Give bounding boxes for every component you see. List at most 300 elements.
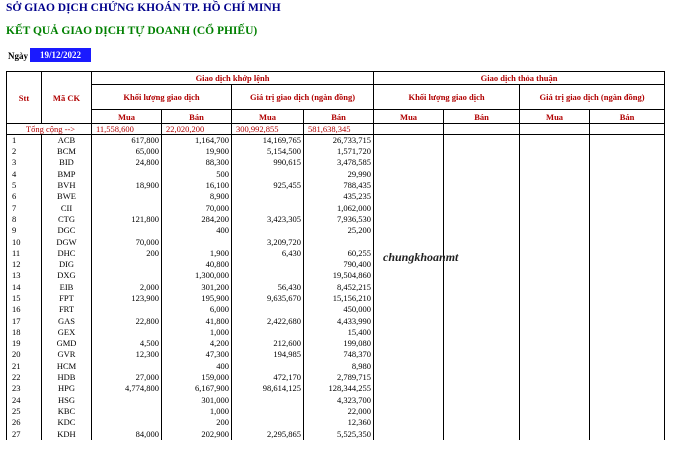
cell-code: HPG <box>42 383 92 394</box>
cell-negotiated <box>444 428 520 439</box>
trading-results-table <box>6 71 665 440</box>
cell-negotiated <box>374 315 444 326</box>
cell-code: GMD <box>42 338 92 349</box>
cell-negotiated <box>374 383 444 394</box>
cell-negotiated <box>590 315 665 326</box>
cell-volume-sell: 202,900 <box>162 428 232 439</box>
cell-volume-buy: 123,900 <box>92 293 162 304</box>
cell-negotiated <box>444 225 520 236</box>
cell-negotiated <box>444 315 520 326</box>
cell-value-buy <box>232 225 304 236</box>
cell-value-sell: 788,435 <box>304 180 374 191</box>
cell-negotiated <box>590 169 665 180</box>
table-row <box>7 293 665 304</box>
cell-code: GEX <box>42 327 92 338</box>
cell-negotiated <box>590 146 665 157</box>
cell-negotiated <box>374 338 444 349</box>
cell-code: BWE <box>42 191 92 202</box>
cell-value-sell: 15,400 <box>304 327 374 338</box>
cell-negotiated <box>520 349 590 360</box>
cell-volume-sell: 200 <box>162 417 232 428</box>
cell-value-buy <box>232 304 304 315</box>
cell-volume-sell: 40,800 <box>162 259 232 270</box>
cell-negotiated <box>374 282 444 293</box>
cell-negotiated <box>374 146 444 157</box>
cell-negotiated <box>520 428 590 439</box>
cell-value-sell: 25,200 <box>304 225 374 236</box>
cell-negotiated <box>590 259 665 270</box>
cell-negotiated <box>590 361 665 372</box>
cell-volume-buy: 70,000 <box>92 236 162 247</box>
cell-value-sell: 4,433,990 <box>304 315 374 326</box>
cell-volume-sell: 70,000 <box>162 202 232 213</box>
table-row <box>7 395 665 406</box>
cell-negotiated <box>520 293 590 304</box>
cell-stt: 17 <box>7 315 42 326</box>
cell-negotiated <box>590 236 665 247</box>
header-negotiated-volume: Khối lượng giao dịch <box>374 85 520 110</box>
cell-volume-sell: 400 <box>162 361 232 372</box>
cell-negotiated <box>444 146 520 157</box>
cell-volume-sell: 1,000 <box>162 327 232 338</box>
cell-negotiated <box>444 236 520 247</box>
cell-negotiated <box>520 282 590 293</box>
date-label: Ngày <box>8 51 28 61</box>
cell-negotiated <box>374 361 444 372</box>
cell-negotiated <box>520 169 590 180</box>
cell-value-sell: 450,000 <box>304 304 374 315</box>
cell-negotiated <box>520 270 590 281</box>
cell-value-buy <box>232 202 304 213</box>
cell-stt: 5 <box>7 180 42 191</box>
total-value-buy: 300,992,855 <box>232 124 304 135</box>
cell-stt: 9 <box>7 225 42 236</box>
cell-value-buy <box>232 327 304 338</box>
cell-negotiated <box>374 293 444 304</box>
cell-negotiated <box>520 383 590 394</box>
cell-stt: 1 <box>7 135 42 147</box>
header-buy: Mua <box>232 110 304 124</box>
cell-value-buy: 2,422,680 <box>232 315 304 326</box>
header-stt: Stt <box>7 72 42 124</box>
header-code: Mã CK <box>42 72 92 124</box>
cell-stt: 22 <box>7 372 42 383</box>
cell-volume-buy <box>92 169 162 180</box>
cell-volume-sell: 88,300 <box>162 157 232 168</box>
cell-volume-buy <box>92 395 162 406</box>
header-sell: Bán <box>444 110 520 124</box>
cell-stt: 19 <box>7 338 42 349</box>
cell-negotiated <box>374 406 444 417</box>
cell-negotiated <box>374 349 444 360</box>
cell-value-sell <box>304 236 374 247</box>
cell-volume-sell: 6,167,900 <box>162 383 232 394</box>
cell-volume-sell: 284,200 <box>162 214 232 225</box>
cell-stt: 11 <box>7 248 42 259</box>
header-matched-value: Giá trị giao dịch (ngàn đồng) <box>232 85 374 110</box>
cell-negotiated <box>590 304 665 315</box>
cell-stt: 18 <box>7 327 42 338</box>
header-negotiated-value: Giá trị giao dịch (ngàn đồng) <box>520 85 665 110</box>
cell-volume-buy <box>92 361 162 372</box>
cell-negotiated <box>444 327 520 338</box>
cell-code: HCM <box>42 361 92 372</box>
table-row <box>7 146 665 157</box>
cell-value-sell: 19,504,860 <box>304 270 374 281</box>
cell-negotiated <box>520 146 590 157</box>
cell-negotiated <box>374 327 444 338</box>
cell-stt: 13 <box>7 270 42 281</box>
table-row <box>7 349 665 360</box>
cell-stt: 3 <box>7 157 42 168</box>
cell-value-sell: 128,344,255 <box>304 383 374 394</box>
cell-stt: 15 <box>7 293 42 304</box>
cell-value-sell: 1,062,000 <box>304 202 374 213</box>
table-row <box>7 428 665 439</box>
cell-volume-buy: 4,500 <box>92 338 162 349</box>
cell-code: ACB <box>42 135 92 147</box>
cell-volume-buy: 200 <box>92 248 162 259</box>
cell-volume-buy: 27,000 <box>92 372 162 383</box>
cell-negotiated <box>444 383 520 394</box>
header-buy: Mua <box>374 110 444 124</box>
table-row <box>7 236 665 247</box>
cell-code: DXG <box>42 270 92 281</box>
watermark-text: chungkhoanmt <box>383 250 459 264</box>
cell-volume-buy <box>92 270 162 281</box>
cell-value-sell: 29,990 <box>304 169 374 180</box>
cell-negotiated <box>374 428 444 439</box>
cell-value-buy <box>232 417 304 428</box>
cell-volume-sell: 301,200 <box>162 282 232 293</box>
cell-volume-sell: 1,300,000 <box>162 270 232 281</box>
cell-value-buy: 98,614,125 <box>232 383 304 394</box>
cell-volume-sell: 1,900 <box>162 248 232 259</box>
header-sell: Bán <box>590 110 665 124</box>
cell-value-sell: 60,255 <box>304 248 374 259</box>
table-row <box>7 361 665 372</box>
cell-code: CTG <box>42 214 92 225</box>
table-row <box>7 383 665 394</box>
cell-value-buy: 3,423,305 <box>232 214 304 225</box>
cell-negotiated <box>520 338 590 349</box>
cell-code: KDC <box>42 417 92 428</box>
cell-negotiated <box>520 327 590 338</box>
cell-volume-buy <box>92 191 162 202</box>
cell-negotiated <box>374 417 444 428</box>
cell-negotiated <box>590 395 665 406</box>
cell-negotiated <box>374 180 444 191</box>
cell-value-sell: 3,478,585 <box>304 157 374 168</box>
cell-value-buy: 212,600 <box>232 338 304 349</box>
cell-volume-sell <box>162 236 232 247</box>
table-row <box>7 372 665 383</box>
total-label: Tổng cộng --> <box>7 124 92 135</box>
cell-negotiated <box>520 406 590 417</box>
cell-negotiated <box>444 372 520 383</box>
header-buy: Mua <box>520 110 590 124</box>
cell-stt: 12 <box>7 259 42 270</box>
cell-value-buy: 5,154,500 <box>232 146 304 157</box>
cell-value-sell: 26,733,715 <box>304 135 374 147</box>
cell-negotiated <box>444 191 520 202</box>
cell-stt: 14 <box>7 282 42 293</box>
cell-negotiated <box>374 157 444 168</box>
cell-volume-buy <box>92 417 162 428</box>
cell-value-sell: 8,452,215 <box>304 282 374 293</box>
report-subtitle: KẾT QUẢ GIAO DỊCH TỰ DOANH (CỔ PHIẾU) <box>6 25 258 37</box>
page-title: SỞ GIAO DỊCH CHỨNG KHOÁN TP. HỒ CHÍ MINH <box>6 2 281 14</box>
cell-value-sell: 1,571,720 <box>304 146 374 157</box>
cell-value-buy <box>232 361 304 372</box>
cell-stt: 24 <box>7 395 42 406</box>
cell-code: HSG <box>42 395 92 406</box>
cell-stt: 27 <box>7 428 42 439</box>
cell-negotiated <box>444 202 520 213</box>
cell-negotiated <box>444 293 520 304</box>
cell-volume-buy: 121,800 <box>92 214 162 225</box>
cell-negotiated <box>444 406 520 417</box>
cell-value-sell: 199,080 <box>304 338 374 349</box>
cell-negotiated <box>374 214 444 225</box>
table-row <box>7 406 665 417</box>
cell-value-buy: 472,170 <box>232 372 304 383</box>
cell-negotiated <box>520 135 590 147</box>
cell-volume-buy <box>92 202 162 213</box>
cell-volume-buy <box>92 259 162 270</box>
table-row <box>7 248 665 259</box>
cell-negotiated <box>444 270 520 281</box>
table-row <box>7 157 665 168</box>
cell-negotiated <box>520 417 590 428</box>
cell-code: HDB <box>42 372 92 383</box>
cell-stt: 2 <box>7 146 42 157</box>
table-row <box>7 417 665 428</box>
cell-volume-sell: 16,100 <box>162 180 232 191</box>
cell-negotiated <box>444 135 520 147</box>
cell-value-buy: 925,455 <box>232 180 304 191</box>
table-row <box>7 214 665 225</box>
cell-negotiated <box>374 270 444 281</box>
table-row <box>7 169 665 180</box>
cell-negotiated <box>374 304 444 315</box>
cell-volume-sell: 41,800 <box>162 315 232 326</box>
cell-negotiated <box>590 157 665 168</box>
cell-negotiated <box>590 202 665 213</box>
cell-negotiated <box>590 428 665 439</box>
cell-negotiated <box>374 236 444 247</box>
cell-code: KDH <box>42 428 92 439</box>
header-buy: Mua <box>92 110 162 124</box>
cell-stt: 4 <box>7 169 42 180</box>
cell-code: GAS <box>42 315 92 326</box>
cell-negotiated <box>444 157 520 168</box>
cell-volume-buy <box>92 304 162 315</box>
cell-code: BCM <box>42 146 92 157</box>
cell-negotiated <box>590 293 665 304</box>
table-row <box>7 191 665 202</box>
cell-volume-buy <box>92 327 162 338</box>
table-row <box>7 180 665 191</box>
header-sell: Bán <box>162 110 232 124</box>
cell-volume-buy: 4,774,800 <box>92 383 162 394</box>
cell-negotiated <box>590 282 665 293</box>
cell-volume-sell: 1,000 <box>162 406 232 417</box>
cell-volume-buy: 18,900 <box>92 180 162 191</box>
cell-code: CII <box>42 202 92 213</box>
cell-negotiated <box>444 214 520 225</box>
cell-value-sell: 22,000 <box>304 406 374 417</box>
cell-volume-buy: 2,000 <box>92 282 162 293</box>
cell-code: GVR <box>42 349 92 360</box>
cell-value-buy <box>232 406 304 417</box>
cell-stt: 26 <box>7 417 42 428</box>
cell-stt: 8 <box>7 214 42 225</box>
cell-negotiated <box>444 417 520 428</box>
cell-negotiated <box>590 270 665 281</box>
cell-negotiated <box>590 417 665 428</box>
cell-volume-sell: 6,000 <box>162 304 232 315</box>
cell-value-buy: 194,985 <box>232 349 304 360</box>
cell-volume-sell: 47,300 <box>162 349 232 360</box>
cell-negotiated <box>520 395 590 406</box>
cell-value-buy <box>232 395 304 406</box>
cell-code: BVH <box>42 180 92 191</box>
cell-volume-sell: 4,200 <box>162 338 232 349</box>
header-matched-volume: Khối lượng giao dịch <box>92 85 232 110</box>
cell-value-buy: 3,209,720 <box>232 236 304 247</box>
cell-value-sell: 4,323,700 <box>304 395 374 406</box>
cell-code: FPT <box>42 293 92 304</box>
cell-stt: 16 <box>7 304 42 315</box>
cell-volume-sell: 159,000 <box>162 372 232 383</box>
cell-negotiated <box>374 135 444 147</box>
cell-code: FRT <box>42 304 92 315</box>
cell-negotiated <box>520 304 590 315</box>
cell-negotiated <box>444 349 520 360</box>
cell-stt: 23 <box>7 383 42 394</box>
cell-volume-buy: 22,800 <box>92 315 162 326</box>
cell-value-buy: 990,615 <box>232 157 304 168</box>
cell-value-sell: 748,370 <box>304 349 374 360</box>
cell-value-sell: 2,789,715 <box>304 372 374 383</box>
cell-negotiated <box>590 327 665 338</box>
total-row <box>7 124 665 135</box>
cell-value-buy: 56,430 <box>232 282 304 293</box>
cell-code: EIB <box>42 282 92 293</box>
cell-value-buy <box>232 259 304 270</box>
cell-negotiated <box>520 315 590 326</box>
cell-volume-sell: 195,900 <box>162 293 232 304</box>
cell-volume-buy: 24,800 <box>92 157 162 168</box>
total-volume-buy: 11,558,600 <box>92 124 162 135</box>
table-row <box>7 327 665 338</box>
cell-code: BID <box>42 157 92 168</box>
cell-code: DGC <box>42 225 92 236</box>
cell-code: DHC <box>42 248 92 259</box>
cell-negotiated <box>374 225 444 236</box>
cell-negotiated <box>444 169 520 180</box>
total-volume-sell: 22,020,200 <box>162 124 232 135</box>
cell-negotiated <box>374 202 444 213</box>
cell-stt: 25 <box>7 406 42 417</box>
cell-volume-buy: 12,300 <box>92 349 162 360</box>
cell-stt: 21 <box>7 361 42 372</box>
cell-volume-buy: 84,000 <box>92 428 162 439</box>
cell-value-sell: 435,235 <box>304 191 374 202</box>
cell-volume-sell: 1,164,700 <box>162 135 232 147</box>
cell-volume-buy <box>92 225 162 236</box>
cell-negotiated <box>520 259 590 270</box>
header-sell: Bán <box>304 110 374 124</box>
cell-stt: 6 <box>7 191 42 202</box>
cell-stt: 7 <box>7 202 42 213</box>
cell-stt: 20 <box>7 349 42 360</box>
cell-value-sell: 15,156,210 <box>304 293 374 304</box>
cell-negotiated <box>520 361 590 372</box>
cell-value-sell: 5,525,350 <box>304 428 374 439</box>
cell-negotiated <box>520 202 590 213</box>
cell-code: BMP <box>42 169 92 180</box>
cell-negotiated <box>520 214 590 225</box>
cell-negotiated <box>374 395 444 406</box>
cell-negotiated <box>590 349 665 360</box>
cell-value-sell: 7,936,530 <box>304 214 374 225</box>
cell-negotiated <box>444 180 520 191</box>
cell-negotiated <box>520 191 590 202</box>
table-row <box>7 135 665 147</box>
cell-negotiated <box>590 406 665 417</box>
cell-negotiated <box>444 338 520 349</box>
cell-volume-sell: 400 <box>162 225 232 236</box>
cell-negotiated <box>374 372 444 383</box>
cell-value-sell: 12,360 <box>304 417 374 428</box>
cell-value-buy <box>232 169 304 180</box>
table-row <box>7 338 665 349</box>
table-row <box>7 315 665 326</box>
cell-negotiated <box>520 157 590 168</box>
cell-value-buy: 9,635,670 <box>232 293 304 304</box>
cell-value-buy: 2,295,865 <box>232 428 304 439</box>
cell-negotiated <box>520 236 590 247</box>
cell-stt: 10 <box>7 236 42 247</box>
cell-code: DIG <box>42 259 92 270</box>
cell-value-buy <box>232 191 304 202</box>
cell-volume-sell: 8,900 <box>162 191 232 202</box>
cell-volume-sell: 500 <box>162 169 232 180</box>
cell-negotiated <box>520 372 590 383</box>
cell-negotiated <box>590 338 665 349</box>
cell-volume-buy <box>92 406 162 417</box>
cell-negotiated <box>520 248 590 259</box>
table-row <box>7 202 665 213</box>
table-row <box>7 282 665 293</box>
cell-volume-buy: 617,800 <box>92 135 162 147</box>
cell-code: KBC <box>42 406 92 417</box>
cell-negotiated <box>590 214 665 225</box>
cell-value-sell: 8,980 <box>304 361 374 372</box>
table-row <box>7 270 665 281</box>
cell-negotiated <box>374 191 444 202</box>
cell-negotiated <box>444 304 520 315</box>
cell-negotiated <box>590 248 665 259</box>
table-row <box>7 259 665 270</box>
cell-negotiated <box>590 135 665 147</box>
cell-code: DGW <box>42 236 92 247</box>
table-row <box>7 225 665 236</box>
cell-negotiated <box>444 282 520 293</box>
cell-negotiated <box>590 180 665 191</box>
